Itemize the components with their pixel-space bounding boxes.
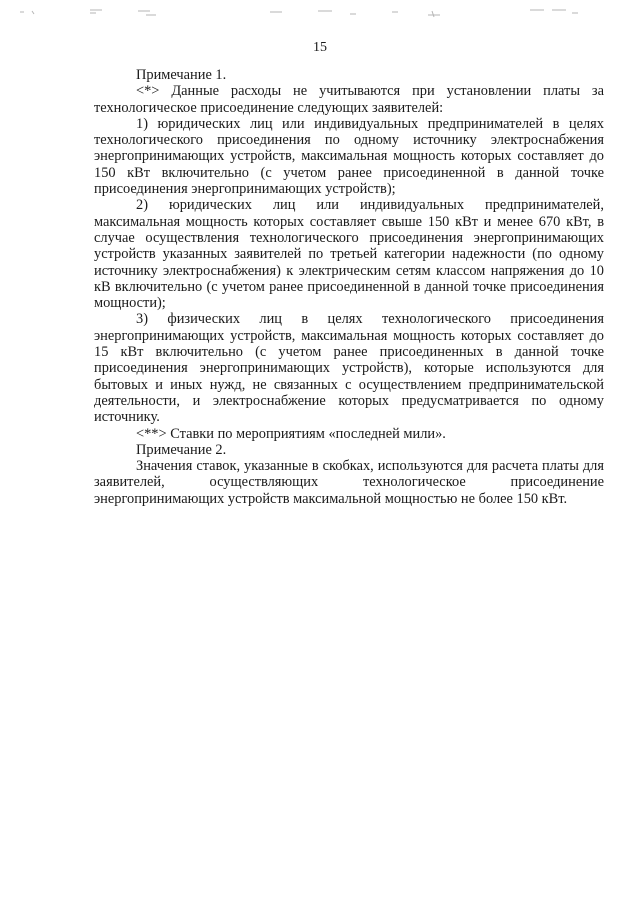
footnote-2: <**> Ставки по мероприятиям «последней мили». <box>136 425 446 442</box>
list-item-3: 3) физических лиц в целях технологического присоединения энергопринимающих устройств, максимальная мощность которых составляет до 15 кВт включительно (с учетом ранее присоединенных в данной точке присоединения энергопринимающих устройств), которые используются для бытовых и иных нужд, не связанных с осуществлением предпринимательской деятельности, и электроснабжение которых предусматривается по одному источнику. <box>94 311 604 426</box>
page-number: 15 <box>313 40 327 55</box>
footnote-1-intro: <*> Данные расходы не учитываются при установлении платы за технологическое присоединение следующих заявителей: <box>94 83 604 116</box>
note-2-text: Значения ставок, указанные в скобках, используются для расчета платы для заявителей, осуществляющих технологическое присоединение энергопринимающих устройств максимальной мощностью не более 150 кВт. <box>94 458 604 507</box>
document-body <box>94 67 604 507</box>
list-item-2: 2) юридических лиц или индивидуальных предпринимателей, максимальная мощность которых составляет свыше 150 кВт и менее 670 кВт, в случае осуществления технологического присоединения энергопринимающих устройств указанных заявителей по третьей категории надежности (по одному источнику электроснабжения) к электрическим сетям классом напряжения до 10 кВ включительно (с учетом ранее присоединенной в данной точке присоединения мощности); <box>94 197 604 312</box>
note-2-heading: Примечание 2. <box>136 441 227 458</box>
list-item-1: 1) юридических лиц или индивидуальных предпринимателей в целях технологического присоединения по одному источнику электроснабжения энергопринимающих устройств, максимальная мощность которых составляет до 150 кВт включительно (с учетом ранее присоединенной в данной точке присоединения энергопринимающих устройств); <box>94 115 604 198</box>
note-1-heading: Примечание 1. <box>136 67 227 83</box>
scan-noise-marks <box>20 6 620 22</box>
